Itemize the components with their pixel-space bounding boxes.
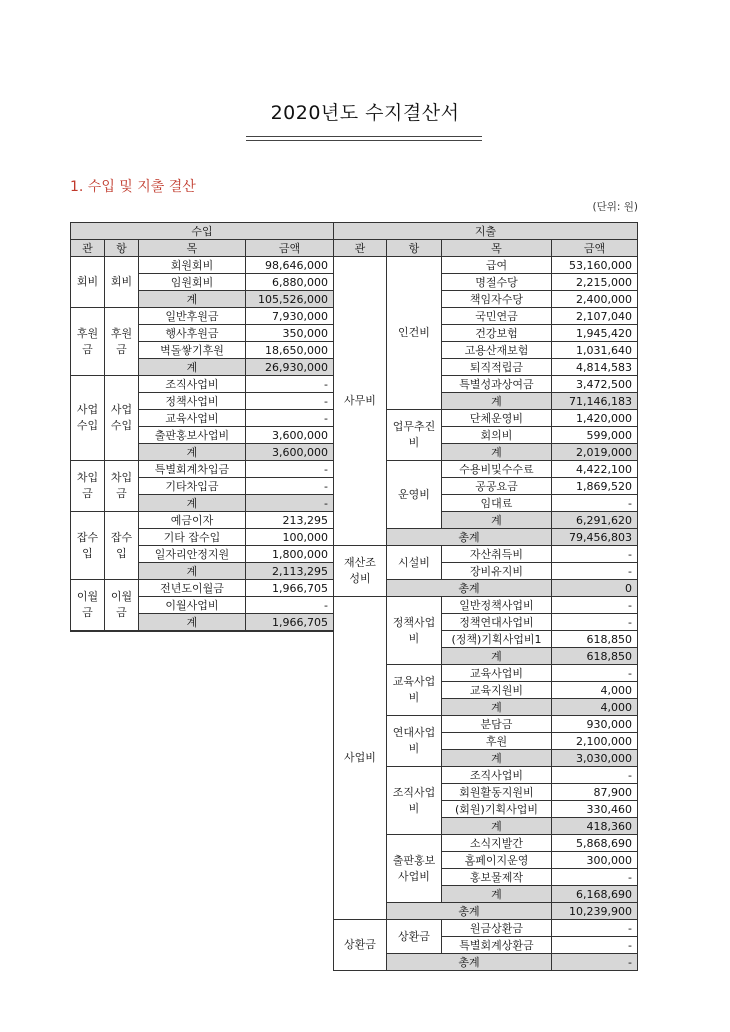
expense-hang: 운영비 [387,461,442,529]
unit-note: (단위: 원) [592,201,638,213]
expense-hang: 연대사업비 [387,716,442,767]
expense-amount: 1,945,420 [552,325,638,342]
title-underline [246,136,482,141]
expense-mok: 책임자수당 [442,291,552,308]
table-row [71,240,334,257]
expense-total-label: 총계 [387,903,552,920]
income-subtotal-label: 계 [139,614,246,631]
table-row [334,223,638,240]
income-subtotal-amount: 26,930,000 [246,359,334,376]
expense-amount: 599,000 [552,427,638,444]
document-title: 2020년도 수지결산서 [270,102,460,124]
income-blank-gwan [71,631,105,632]
table-row [71,631,334,632]
table-row [71,308,334,325]
expense-mok: 퇴직적립금 [442,359,552,376]
expense-amount: 3,472,500 [552,376,638,393]
expense-subtotal-label: 계 [442,886,552,903]
expense-mok: 공공요금 [442,478,552,495]
income-amount: 6,880,000 [246,274,334,291]
expense-amount: 5,868,690 [552,835,638,852]
expense-subtotal-amount: 6,168,690 [552,886,638,903]
income-amount: 18,650,000 [246,342,334,359]
section-heading: 1. 수입 및 지출 결산 [70,179,196,195]
expense-amount: - [552,597,638,614]
expense-mok: 교육지원비 [442,682,552,699]
expense-mok: 특별성과상여금 [442,376,552,393]
expense-table [333,222,638,971]
expense-amount: 53,160,000 [552,257,638,274]
expense-hang: 업무추진비 [387,410,442,461]
income-hang: 사업수입 [105,376,139,461]
expense-gwan: 사무비 [334,257,387,546]
expense-column-header: 항 [387,240,442,257]
income-mok: 기타차입금 [139,478,246,495]
expense-amount: - [552,495,638,512]
expense-subtotal-label: 계 [442,750,552,767]
expense-mok: 장비유지비 [442,563,552,580]
expense-hang: 상환금 [387,920,442,954]
table-row [71,223,334,240]
expense-amount: 2,107,040 [552,308,638,325]
expense-mok: 소식지발간 [442,835,552,852]
income-subtotal-amount: 3,600,000 [246,444,334,461]
expense-amount: 4,814,583 [552,359,638,376]
expense-amount: 87,900 [552,784,638,801]
income-hang: 후원금 [105,308,139,376]
income-column-header: 목 [139,240,246,257]
expense-mok: 일반정책사업비 [442,597,552,614]
expense-mok: 단체운영비 [442,410,552,427]
expense-mok: 특별회계상환금 [442,937,552,954]
income-amount: 213,295 [246,512,334,529]
income-hang: 잡수입 [105,512,139,580]
expense-mok: 건강보험 [442,325,552,342]
expense-amount: - [552,665,638,682]
expense-subtotal-label: 계 [442,818,552,835]
expense-hang: 교육사업비 [387,665,442,716]
expense-hang: 조직사업비 [387,767,442,835]
expense-mok: 홍보물제작 [442,869,552,886]
expense-mok: (회원)기획사업비 [442,801,552,818]
income-subtotal-amount: 2,113,295 [246,563,334,580]
income-subtotal-label: 계 [139,291,246,308]
income-gwan: 잡수입 [71,512,105,580]
expense-amount: 330,460 [552,801,638,818]
expense-total-label: 총계 [387,529,552,546]
income-subtotal-label: 계 [139,563,246,580]
expense-mok: 수용비및수수료 [442,461,552,478]
expense-mok: 교육사업비 [442,665,552,682]
expense-header: 지출 [334,223,638,240]
table-row [71,512,334,529]
expense-total-label: 총계 [387,954,552,971]
table-row [334,920,638,937]
income-amount: 3,600,000 [246,427,334,444]
expense-subtotal-amount: 2,019,000 [552,444,638,461]
expense-mok: 홈페이지운영 [442,852,552,869]
table-row [334,597,638,614]
expense-subtotal-amount: 3,030,000 [552,750,638,767]
expense-amount: 300,000 [552,852,638,869]
expense-amount: - [552,546,638,563]
expense-subtotal-label: 계 [442,699,552,716]
expense-total-amount: 10,239,900 [552,903,638,920]
expense-total-label: 총계 [387,580,552,597]
expense-subtotal-label: 계 [442,648,552,665]
expense-subtotal-amount: 6,291,620 [552,512,638,529]
income-mok: 전년도이월금 [139,580,246,597]
table-row [334,240,638,257]
income-mok: 행사후원금 [139,325,246,342]
income-mok: 교육사업비 [139,410,246,427]
income-amount: 1,800,000 [246,546,334,563]
table-row [71,257,334,274]
income-amount: 350,000 [246,325,334,342]
expense-gwan: 재산조성비 [334,546,387,597]
income-mok: 회원회비 [139,257,246,274]
expense-mok: (정책)기획사업비1 [442,631,552,648]
income-mok: 일반후원금 [139,308,246,325]
income-amount: 100,000 [246,529,334,546]
table-row [71,376,334,393]
income-mok: 예금이자 [139,512,246,529]
expense-subtotal-amount: 4,000 [552,699,638,716]
expense-column-header: 금액 [552,240,638,257]
income-mok: 조직사업비 [139,376,246,393]
income-mok: 일자리안정지원 [139,546,246,563]
income-amount: 1,966,705 [246,580,334,597]
income-hang: 이월금 [105,580,139,631]
expense-subtotal-label: 계 [442,444,552,461]
income-blank-hang [105,631,139,632]
expense-mok: 고용산재보험 [442,342,552,359]
expense-total-amount: 0 [552,580,638,597]
income-gwan: 후원금 [71,308,105,376]
expense-amount: - [552,563,638,580]
expense-amount: 1,031,640 [552,342,638,359]
income-hang: 회비 [105,257,139,308]
expense-amount: - [552,767,638,784]
expense-subtotal-label: 계 [442,512,552,529]
income-subtotal-label: 계 [139,359,246,376]
expense-mok: 회원활동지원비 [442,784,552,801]
expense-subtotal-amount: 71,146,183 [552,393,638,410]
expense-mok: 급여 [442,257,552,274]
income-mok: 임원회비 [139,274,246,291]
income-gwan: 회비 [71,257,105,308]
expense-mok: 명절수당 [442,274,552,291]
expense-amount: - [552,937,638,954]
income-mok: 벽돌쌓기후원 [139,342,246,359]
income-amount: - [246,461,334,478]
expense-amount: 4,422,100 [552,461,638,478]
expense-hang: 인건비 [387,257,442,410]
expense-amount: - [552,614,638,631]
expense-hang: 출판홍보사업비 [387,835,442,903]
income-subtotal-amount: - [246,495,334,512]
table-row [71,580,334,597]
income-amount: - [246,393,334,410]
income-table [70,222,334,632]
income-column-header: 금액 [246,240,334,257]
income-gwan: 사업수입 [71,376,105,461]
income-mok: 특별회계차입금 [139,461,246,478]
expense-amount: - [552,920,638,937]
expense-total-amount: 79,456,803 [552,529,638,546]
income-column-header: 관 [71,240,105,257]
expense-amount: 930,000 [552,716,638,733]
expense-amount: - [552,869,638,886]
expense-amount: 1,420,000 [552,410,638,427]
income-subtotal-amount: 1,966,705 [246,614,334,631]
income-amount: 98,646,000 [246,257,334,274]
income-blank-amount [246,631,334,632]
income-subtotal-label: 계 [139,495,246,512]
expense-gwan: 상환금 [334,920,387,971]
expense-amount: 618,850 [552,631,638,648]
income-amount: - [246,376,334,393]
income-mok: 출판홍보사업비 [139,427,246,444]
income-column-header: 항 [105,240,139,257]
income-gwan: 차입금 [71,461,105,512]
expense-mok: 원금상환금 [442,920,552,937]
expense-amount: 2,400,000 [552,291,638,308]
income-mok: 기타 잡수입 [139,529,246,546]
income-mok: 정책사업비 [139,393,246,410]
income-hang: 차입금 [105,461,139,512]
table-row [334,257,638,274]
expense-subtotal-amount: 618,850 [552,648,638,665]
expense-mok: 정책연대사업비 [442,614,552,631]
expense-amount: 4,000 [552,682,638,699]
expense-amount: 2,100,000 [552,733,638,750]
income-blank-mok [139,631,246,632]
expense-mok: 후원 [442,733,552,750]
expense-gwan: 사업비 [334,597,387,920]
income-header: 수입 [71,223,334,240]
income-amount: 7,930,000 [246,308,334,325]
income-subtotal-label: 계 [139,444,246,461]
expense-amount: 1,869,520 [552,478,638,495]
expense-subtotal-label: 계 [442,393,552,410]
table-row [71,461,334,478]
expense-total-amount: - [552,954,638,971]
income-amount: - [246,478,334,495]
expense-column-header: 목 [442,240,552,257]
expense-mok: 조직사업비 [442,767,552,784]
income-subtotal-amount: 105,526,000 [246,291,334,308]
income-amount: - [246,597,334,614]
expense-mok: 임대료 [442,495,552,512]
expense-mok: 국민연금 [442,308,552,325]
income-gwan: 이월금 [71,580,105,631]
expense-amount: 2,215,000 [552,274,638,291]
income-amount: - [246,410,334,427]
expense-hang: 시설비 [387,546,442,580]
table-row [334,546,638,563]
expense-subtotal-amount: 418,360 [552,818,638,835]
expense-hang: 정책사업비 [387,597,442,665]
expense-mok: 분담금 [442,716,552,733]
expense-mok: 회의비 [442,427,552,444]
expense-column-header: 관 [334,240,387,257]
expense-mok: 자산취득비 [442,546,552,563]
income-mok: 이월사업비 [139,597,246,614]
